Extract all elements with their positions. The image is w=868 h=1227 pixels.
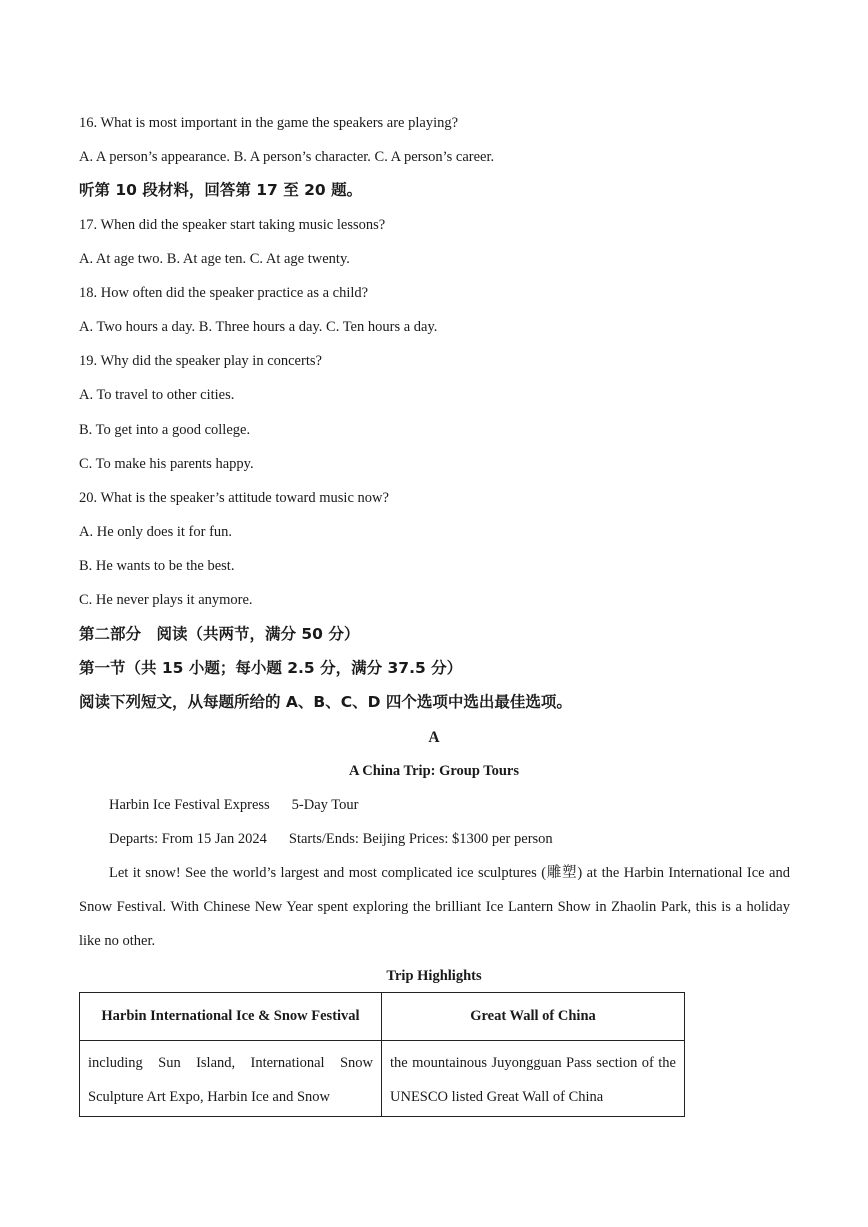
passage-paragraph: Let it snow! See the world’s largest and most complicated ice sculptures (雕塑) at the Harbin International Ice and Snow Festival. With Chinese New Year spent exploring the brilliant Ice Lantern Show in Zhaolin Park, this is a holiday like no other.: [79, 865, 790, 949]
question-19-option-a: A. To travel to other cities.: [79, 387, 235, 403]
part-two-heading: 第二部分 阅读（共两节，满分 50 分）: [79, 625, 360, 643]
section-one-heading: 第一节（共 15 小题；每小题 2.5 分，满分 37.5 分）: [79, 659, 463, 677]
tour-length: 5-Day Tour: [291, 797, 359, 813]
table-header-row: [80, 993, 685, 1041]
question-17-options: A. At age two. B. At age ten. C. At age twenty.: [79, 251, 350, 267]
question-16-stem: 16. What is most important in the game the speakers are playing?: [79, 115, 459, 131]
table-cell-great-wall: the mountainous Juyongguan Pass section of the UNESCO listed Great Wall of China: [382, 1041, 685, 1117]
table-header-harbin: Harbin International Ice & Snow Festival: [80, 993, 382, 1041]
section-10-instruction: 听第 10 段材料，回答第 17 至 20 题。: [79, 181, 363, 199]
tour-details-line: [109, 829, 553, 849]
question-19-option-b: B. To get into a good college.: [79, 422, 251, 438]
question-20-option-a: A. He only does it for fun.: [79, 524, 233, 540]
trip-highlights-title: Trip Highlights: [386, 968, 482, 984]
question-20-stem: 20. What is the speaker’s attitude toward music now?: [79, 490, 389, 506]
passage-letter: A: [428, 729, 440, 746]
question-17-stem: 17. When did the speaker start taking music lessons?: [79, 217, 386, 233]
table-header-great-wall: Great Wall of China: [382, 993, 685, 1041]
question-16-options: A. A person’s appearance. B. A person’s character. C. A person’s career.: [79, 149, 495, 165]
table-cell-harbin: including Sun Island, International Snow Sculpture Art Expo, Harbin Ice and Snow: [80, 1041, 382, 1117]
question-20-option-b: B. He wants to be the best.: [79, 558, 235, 574]
trip-highlights-table: [79, 992, 685, 1117]
question-19-option-c: C. To make his parents happy.: [79, 456, 254, 472]
reading-instruction: 阅读下列短文，从每题所给的 A、B、C、D 四个选项中选出最佳选项。: [79, 693, 572, 711]
question-19-stem: 19. Why did the speaker play in concerts?: [79, 353, 322, 369]
tour-departs: Departs: From 15 Jan 2024: [109, 831, 267, 847]
passage-title: A China Trip: Group Tours: [348, 763, 520, 779]
question-18-stem: 18. How often did the speaker practice as a child?: [79, 285, 369, 301]
question-18-options: A. Two hours a day. B. Three hours a day. C. Ten hours a day.: [79, 319, 438, 335]
table-row: [80, 1041, 685, 1117]
tour-name: Harbin Ice Festival Express: [109, 797, 270, 813]
tour-starts-ends-price: Starts/Ends: Beijing Prices: $1300 per person: [288, 831, 553, 847]
tour-info-line: [109, 795, 358, 815]
question-20-option-c: C. He never plays it anymore.: [79, 592, 253, 608]
